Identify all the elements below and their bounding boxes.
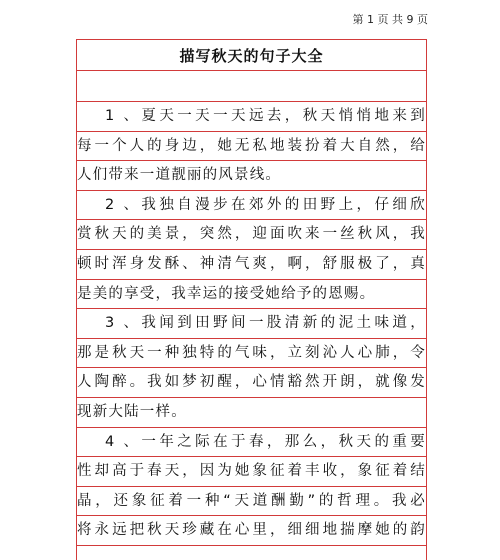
- text-line: [77, 516, 426, 546]
- text-line-content: 现新大陆一样。: [77, 404, 187, 420]
- page-number: 第 1 页 共 9 页: [352, 13, 428, 26]
- blank-row: [77, 71, 426, 102]
- text-line-content: 赏秋天的美景，突然，迎面吹来一丝秋风，我: [77, 226, 426, 243]
- text-line-content: 将永远把秋天珍藏在心里，细细地揣摩她的韵: [77, 522, 426, 539]
- text-line: [77, 339, 426, 369]
- text-line: [77, 102, 426, 132]
- document-sheet: [76, 39, 427, 560]
- text-line: [77, 132, 426, 162]
- text-line-content: 是美的享受，我幸运的接受她给予的恩赐。: [77, 285, 376, 302]
- text-line: [77, 457, 426, 487]
- text-line: [77, 161, 426, 191]
- text-line: [77, 428, 426, 458]
- text-line-content: 那是秋天一种独特的气味，立刻沁人心肺，令: [77, 344, 426, 361]
- text-line-content: 2 、我独自漫步在郊外的田野上，仔细欣: [105, 196, 426, 213]
- text-line-content: 顿时浑身发酥、神清气爽，啊，舒服极了，真: [77, 256, 426, 272]
- text-line: [77, 309, 426, 339]
- text-line: [77, 280, 426, 310]
- text-line: [77, 368, 426, 398]
- text-line-content: 1 、夏天一天一天远去，秋天悄悄地来到: [105, 108, 426, 124]
- text-line: [77, 250, 426, 280]
- text-line: [77, 191, 426, 221]
- text-line: [77, 487, 426, 517]
- text-line-content: 3 、我闻到田野间一股清新的泥土味道，: [105, 315, 426, 332]
- text-line-content: 4 、一年之际在于春，那么，秋天的重要: [105, 433, 426, 450]
- document-title: 描写秋天的句子大全: [179, 47, 324, 65]
- text-line: [77, 220, 426, 250]
- text-line-content: 人们带来一道靓丽的风景线。: [77, 167, 282, 184]
- text-line: [77, 398, 426, 428]
- text-line-content: 性却高于春天，因为她象征着丰收，象征着结: [77, 463, 426, 480]
- text-line-content: 每一个人的身边，她无私地装扮着大自然，给: [77, 137, 426, 154]
- title-row: [77, 40, 426, 71]
- text-line-content: 晶，还象征着一种“天道酬勤”的哲理。我必: [77, 492, 426, 509]
- text-line-content: 人陶醉。我如梦初醒，心情豁然开朗，就像发: [77, 374, 426, 391]
